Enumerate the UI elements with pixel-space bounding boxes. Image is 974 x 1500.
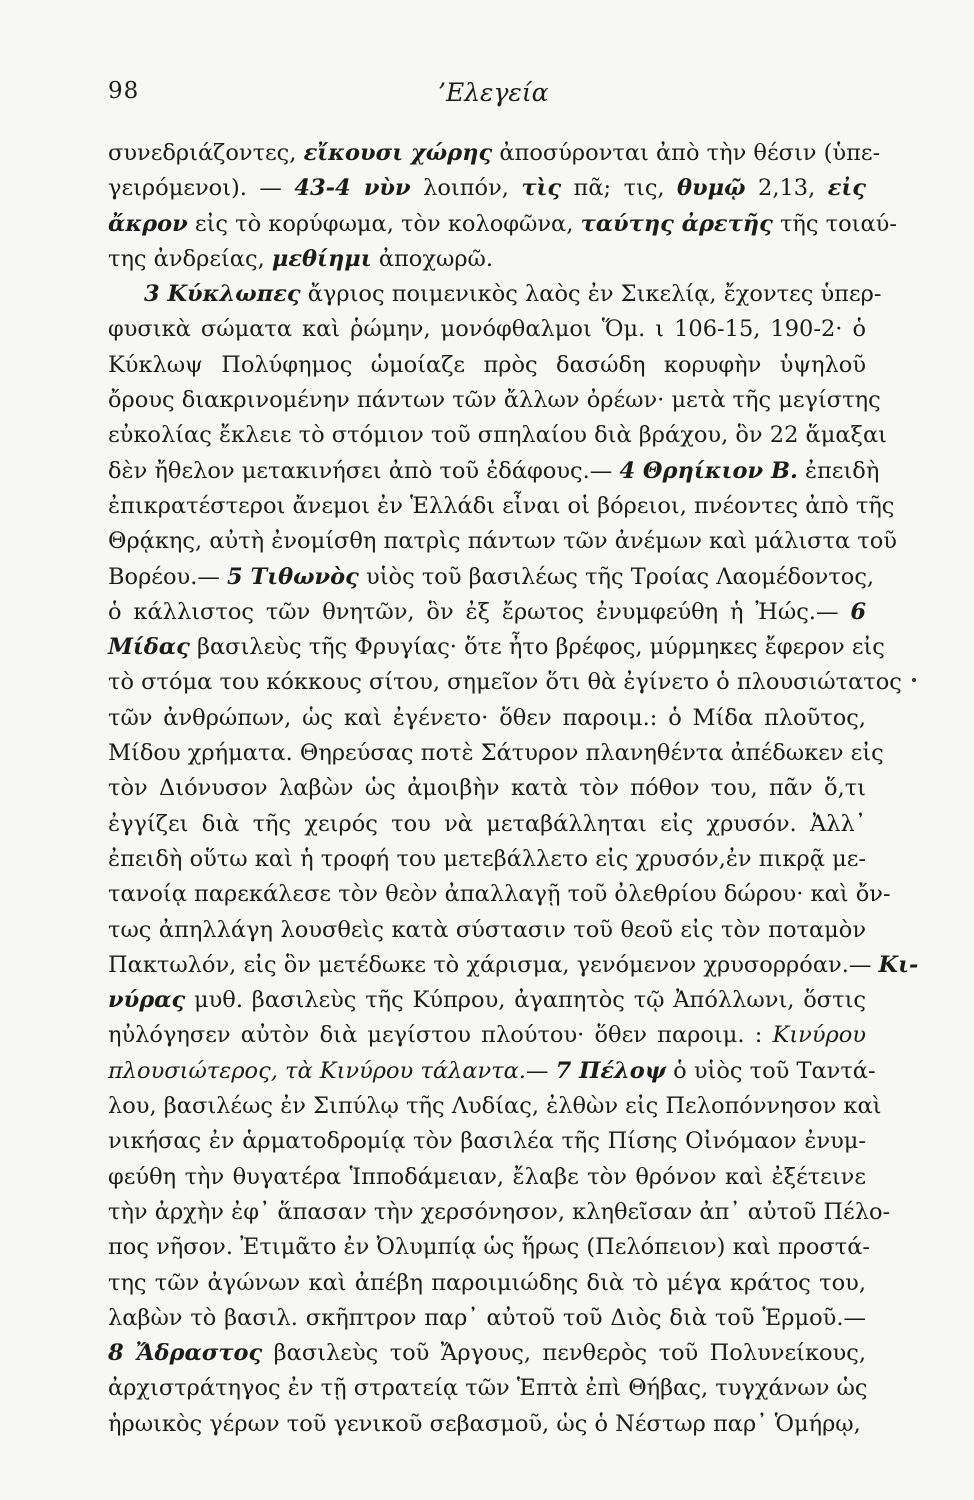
italic-text: πλουσιώτερος, τὰ Κινύρου τάλαντα. <box>108 1057 526 1084</box>
text-line <box>108 207 897 242</box>
text-line <box>108 701 866 736</box>
page-header <box>108 78 868 114</box>
lemma-text: ἄκρον <box>108 210 188 237</box>
text-segment: μυθ. βασιλεὺς τῆς Κύπρου, ἀγαπητὸς τῷ Ἀπόλλωνι, ὅστις <box>185 987 866 1014</box>
text-segment: ἐπικρατέστεροι ἄνεμοι ἐν Ἑλλάδι εἶναι οἱ βόρειοι, πνέοντες ἀπὸ τῆς <box>108 492 895 519</box>
text-segment: εὐκολίας ἔκλειε τὸ στόμιον τοῦ σπηλαίου διὰ βράχου, ὃν 22 ἅμαξαι <box>108 422 887 449</box>
text-line <box>108 1230 871 1265</box>
text-line <box>108 560 875 595</box>
text-line <box>108 1195 891 1230</box>
text-segment: βασιλεὺς τοῦ Ἄργους, πενθερὸς τοῦ Πολυνείκους, <box>262 1340 866 1367</box>
text-segment: λου, βασιλέως ἐν Σιπύλῳ τῆς Λυδίας, ἐλθὼν εἰς Πελοπόννησον καὶ <box>108 1093 882 1120</box>
text-line <box>108 877 891 912</box>
text-segment: φυσικὰ σώματα καὶ ῥώμην, μονόφθαλμοι Ὅμ. ι 106-15, 190-2· ὁ <box>108 316 866 343</box>
text-line <box>108 383 881 418</box>
text-line <box>108 1054 876 1089</box>
text-line <box>108 418 887 453</box>
text-segment: ἐγγίζει διὰ τῆς χειρός του νὰ μεταβάλληται εἰς χρυσόν. Ἀλλ᾽ <box>108 810 866 837</box>
text-line <box>108 1160 866 1195</box>
text-line <box>108 1266 866 1301</box>
text-segment: ἐπειδὴ <box>797 457 880 484</box>
text-segment: Βορέου.— <box>108 563 227 590</box>
text-segment: τῆς τοιαύ- <box>772 210 897 237</box>
text-segment: της ἀνδρείας, <box>108 245 272 272</box>
text-segment: δὲν ἤθελον μετακινήσει ἀπὸ τοῦ ἐδάφους.— <box>108 457 620 484</box>
text-line <box>108 1018 866 1053</box>
lemma-text: 6 <box>850 598 866 625</box>
text-line <box>108 595 866 630</box>
text-segment: νικήσας ἐν ἁρματοδρομίᾳ τὸν βασιλέα τῆς Πίσης Οἰνόμαον ἐνυμ- <box>108 1128 866 1155</box>
text-segment: ἡρωικὸς γέρων τοῦ γενικοῦ σεβασμοῦ, ὡς ὁ Νέστωρ παρ᾽ Ὁμήρῳ, <box>108 1410 861 1437</box>
text-segment: τανοίᾳ παρεκάλεσε τὸν θεὸν ἀπαλλαγῇ τοῦ ὀλεθρίου δώρου· καὶ ὄν- <box>108 881 891 908</box>
text-segment: ἀρχιστράτηγος ἐν τῇ στρατείᾳ τῶν Ἑπτὰ ἐπὶ Θήβας, τυγχάνων ὡς <box>108 1375 868 1402</box>
text-line <box>108 136 881 171</box>
text-segment: ἐπειδὴ οὕτω καὶ ἡ τροφή του μετεβάλλετο εἰς χρυσόν,ἐν πικρᾷ με- <box>108 845 866 872</box>
text-segment: υἱὸς τοῦ βασιλέως τῆς Τροίας Λαομέδοντος, <box>358 563 875 590</box>
lemma-text: Μίδας <box>108 634 190 661</box>
lemma-text: μεθίημι <box>271 245 372 272</box>
text-line <box>108 807 866 842</box>
text-segment: ὁ κάλλιστος τῶν θνητῶν, ὃν ἐξ ἔρωτος ἐνυμφεύθη ἡ Ἠώς.— <box>108 598 851 625</box>
text-segment: ηὐλόγησεν αὐτὸν διὰ μεγίστου πλούτου· ὅθεν παροιμ. : <box>108 1022 773 1049</box>
text-line <box>108 277 882 312</box>
text-segment: τὸν Διόνυσον λαβὼν ὡς ἀμοιβὴν κατὰ τὸν πόθον του, πᾶν ὅ,τι <box>108 775 866 802</box>
text-line <box>108 1089 882 1124</box>
text-segment: 2,13, <box>745 175 828 202</box>
lemma-text: Κι- <box>878 951 919 978</box>
text-line <box>108 242 866 277</box>
text-line <box>108 454 880 489</box>
text-line <box>108 983 866 1018</box>
text-segment: Πακτωλόν, εἰς ὃν μετέδωκε τὸ χάρισμα, γενόμενον χρυσορρόαν.— <box>108 951 879 978</box>
lemma-text: 8 Ἄδραστος <box>108 1340 263 1367</box>
commentary-text <box>108 136 919 1442</box>
text-line <box>108 948 919 983</box>
print-speck <box>912 678 916 682</box>
lemma-text: θυμῷ <box>677 175 746 202</box>
text-segment: τως ἀπηλλάγη λουσθεὶς κατὰ σύστασιν τοῦ θεοῦ εἰς τὸν ποταμὸν <box>108 916 866 943</box>
text-segment: ὄρους διακρινομένην πάντων τῶν ἄλλων ὀρέων· μετὰ τῆς μεγίστης <box>108 387 881 414</box>
text-line <box>108 1336 866 1371</box>
text-segment: Κύκλωψ Πολύφημος ὡμοίαζε πρὸς δασώδη κορυφὴν ὑψηλοῦ <box>108 351 866 378</box>
lemma-text: 7 Πέλοψ <box>555 1057 666 1084</box>
text-segment: βασιλεὺς τῆς Φρυγίας· ὅτε ἦτο βρέφος, μύρμηκες ἔφερον εἰς <box>189 634 885 661</box>
text-segment: Μίδου χρήματα. Θηρεύσας ποτὲ Σάτυρον πλανηθέντα ἀπέδωκεν εἰς <box>108 740 884 767</box>
running-title: ’Ελεγεία <box>438 78 549 107</box>
text-segment: Θρᾴκης, αὐτὴ ἐνομίσθη πατρὶς πάντων τῶν ἀνέμων καὶ μάλιστα τοῦ <box>108 528 897 555</box>
text-segment: — <box>525 1057 556 1084</box>
text-line <box>108 913 866 948</box>
text-segment: πᾶ; τις, <box>561 175 678 202</box>
text-line <box>108 665 902 700</box>
text-line <box>108 736 884 771</box>
text-segment: πος νῆσον. Ἐτιμᾶτο ἐν Ὀλυμπίᾳ ὡς ἥρως (Πελόπειον) καὶ προστά- <box>108 1234 871 1261</box>
text-segment: ἀποχωρῶ. <box>371 245 494 272</box>
text-line <box>108 1124 866 1159</box>
lemma-text: ταύτης ἀρετῆς <box>580 210 773 237</box>
text-line <box>108 489 895 524</box>
text-line <box>108 171 866 206</box>
lemma-text: 5 Τιθωνὸς <box>227 563 359 590</box>
lemma-text: 4 Θρηίκιον Β. <box>619 457 798 484</box>
text-line <box>108 630 885 665</box>
lemma-text: 43-4 νὺν <box>294 175 411 202</box>
text-line <box>108 1407 866 1442</box>
lemma-text: εἰς <box>827 175 866 202</box>
text-segment: τὸ στόμα του κόκκους σίτου, σημεῖον ὅτι θὰ ἐγίνετο ὁ πλουσιώτατος <box>108 669 902 696</box>
lemma-text: νύρας <box>108 987 186 1014</box>
text-line <box>108 842 866 877</box>
text-segment: ἀποσύρονται ἀπὸ τὴν θέσιν (ὑπε- <box>492 140 881 166</box>
text-segment: της τῶν ἀγώνων καὶ ἀπέβη παροιμιώδης διὰ τὸ μέγα κράτος του, <box>108 1269 866 1296</box>
text-segment: ἄγριος ποιμενικὸς λαὸς ἐν Σικελίᾳ, ἔχοντες ὑπερ- <box>300 281 882 308</box>
text-line <box>108 348 866 383</box>
text-segment: τῶν ἀνθρώπων, ὡς καὶ ἐγένετο· ὅθεν παροιμ.: ὁ Μίδα πλοῦτος, <box>108 704 866 731</box>
page-number: 98 <box>108 78 140 104</box>
text-line <box>108 1371 866 1406</box>
text-line <box>108 312 866 347</box>
text-segment: ὁ υἱὸς τοῦ Ταντά- <box>666 1057 876 1084</box>
text-segment: εἰς τὸ κορύφωμα, τὸν κολοφῶνα, <box>187 210 581 237</box>
lemma-text: εἴκουσι χώρης <box>303 140 493 166</box>
text-segment: λοιπόν, <box>410 175 522 202</box>
text-line <box>108 524 897 559</box>
italic-text: Κινύρου <box>772 1022 866 1049</box>
text-segment: τὴν ἀρχὴν ἐφ᾽ ἅπασαν τὴν χερσόνησον, κληθεῖσαν ἀπ᾽ αὐτοῦ Πέλο- <box>108 1198 891 1225</box>
text-line <box>108 1301 866 1336</box>
lemma-text: 3 Κύκλωπες <box>144 281 301 308</box>
text-segment: συνεδριάζοντες, <box>108 140 304 166</box>
text-segment: φεύθη τὴν θυγατέρα Ἱπποδάμειαν, ἔλαβε τὸν θρόνον καὶ ἐξέτεινε <box>108 1163 866 1190</box>
text-segment: λαβὼν τὸ βασιλ. σκῆπτρον παρ᾽ αὐτοῦ τοῦ Διὸς διὰ τοῦ Ἑρμοῦ.— <box>108 1304 866 1331</box>
text-line <box>108 771 866 806</box>
text-segment: γειρόμενοι). — <box>108 175 295 202</box>
lemma-text: τὶς <box>521 175 562 202</box>
